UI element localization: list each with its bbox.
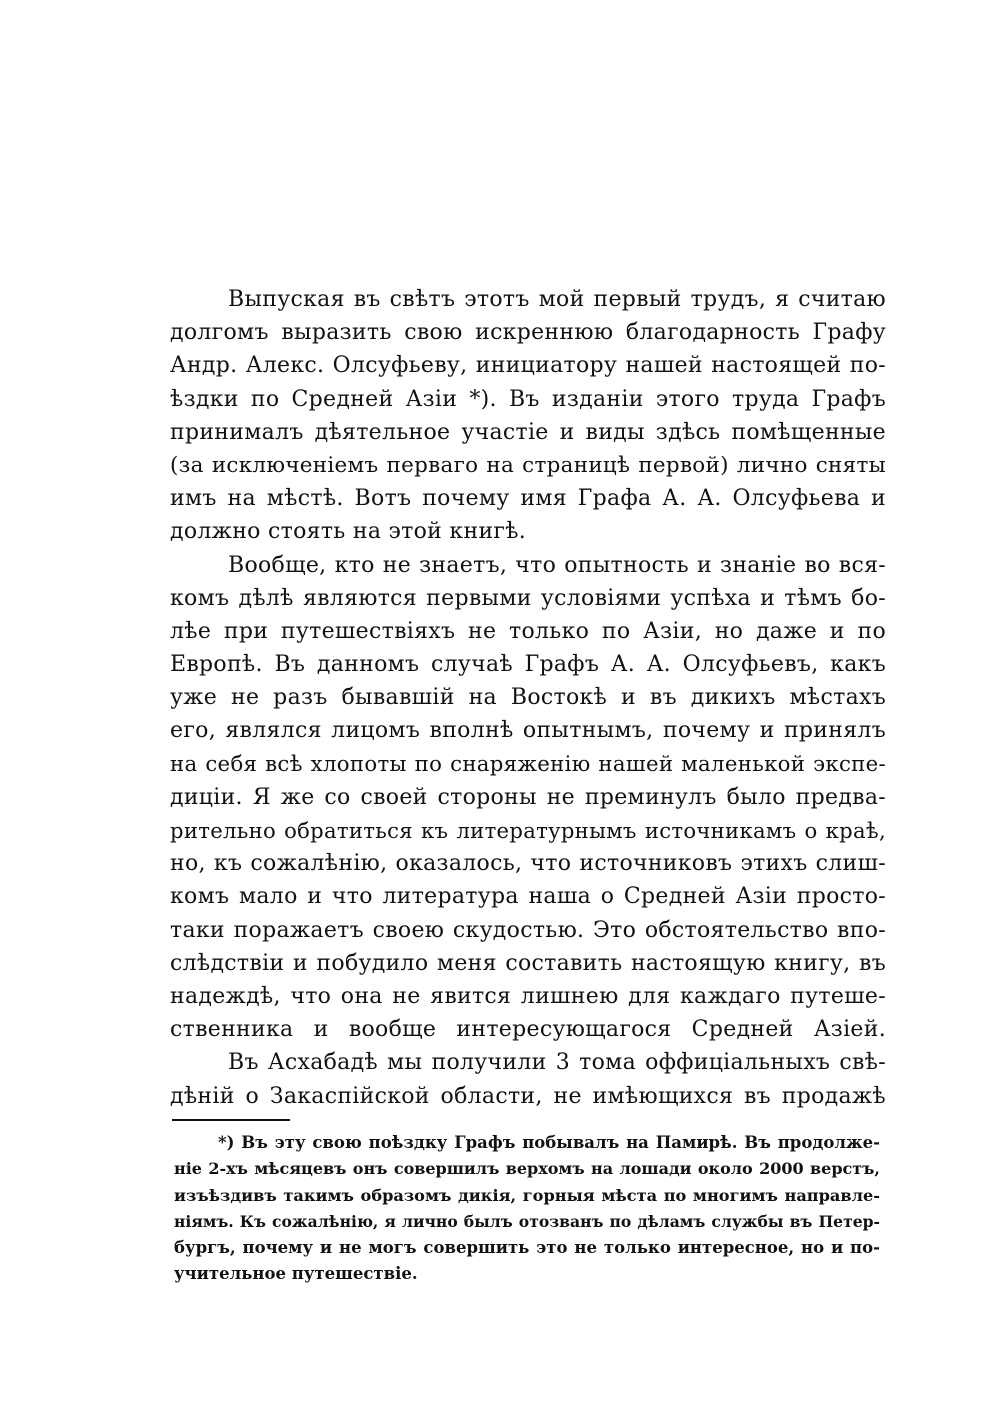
paragraph-1-line-8: должно стоять на этой книгѣ. [170, 519, 527, 545]
footnote-line-6: учительное путешествіе. [174, 1264, 418, 1284]
paragraph-2-line-5: уже не разъ бывавшій на Востокѣ и въ дикихъ мѣстахъ [170, 685, 886, 711]
paragraph-2-line-8: диціи. Я же со своей стороны не преминулъ было предва- [170, 784, 886, 810]
paragraph-2-line-14: надеждѣ, что она не явится лишнею для каждаго путеше- [170, 983, 886, 1009]
main-text [170, 283, 886, 1113]
paragraph-1-line-1: Выпуская въ свѣтъ этотъ мой первый трудъ, я считаю [228, 287, 886, 312]
paragraph-3-line-2: дѣній о Закаспійской области, не имѣющихся въ продажѣ [170, 1083, 886, 1109]
footnote-line-1: *) Въ эту свою поѣздку Графъ побывалъ на Памирѣ. Въ продолже- [218, 1133, 880, 1152]
paragraph-2-line-9: рительно обратиться къ литературнымъ источникамъ о краѣ, [170, 818, 886, 843]
paragraph-2-line-6: его, являлся лицомъ вполнѣ опытнымъ, почему и принялъ [170, 718, 886, 744]
footnote-line-5: бургъ, почему и не могъ совершить это не только интересное, но и по- [174, 1238, 880, 1258]
footnote-line-4: ніямъ. Къ сожалѣнію, я лично былъ отозванъ по дѣламъ службы въ Петер- [174, 1211, 880, 1231]
paragraph-2-line-10: но, къ сожалѣнію, оказалось, что источниковъ этихъ слиш- [170, 851, 886, 877]
paragraph-2-line-2: комъ дѣлѣ являются первыми условіями успѣха и тѣмъ бо- [170, 585, 886, 611]
paragraph-2-line-15: ственника и вообще интересующагося Средней Азіей. [170, 1017, 886, 1043]
paragraph-2-line-1: Вообще, кто не знаетъ, что опытность и знаніе во вся- [228, 552, 886, 578]
paragraph-2-line-4: Европѣ. Въ данномъ случаѣ Графъ А. А. Олсуфьевъ, какъ [170, 652, 886, 678]
paragraph-2-line-13: слѣдствіи и побудило меня составить настоящую книгу, въ [170, 950, 886, 976]
paragraph-2-line-7: на себя всѣ хлопоты по снаряженію нашей маленькой экспе- [170, 751, 886, 777]
paragraph-1-line-4: ѣздки по Средней Азіи *). Въ изданіи этого труда Графъ [170, 386, 886, 412]
paragraph-3-line-1: Въ Асхабадѣ мы получили 3 тома оффиціальныхъ свѣ- [228, 1050, 886, 1076]
footnote-line-2: ніе 2-хъ мѣсяцевъ онъ совершилъ верхомъ на лошади около 2000 верстъ, [174, 1159, 880, 1179]
paragraph-2-line-12: таки поражаетъ своею скудостью. Это обстоятельство впо- [170, 917, 886, 943]
paragraph-1-line-6: (за исключеніемъ перваго на страницѣ первой) лично сняты [170, 452, 886, 478]
footnote-line-3: изъѣздивъ такимъ образомъ дикія, горныя мѣста по многимъ направле- [174, 1185, 880, 1205]
paragraph-2-line-3: лѣе при путешествіяхъ не только по Азіи, но даже и по [170, 618, 886, 644]
paragraph-1-line-5: принималъ дѣятельное участіе и виды здѣсь помѣщенные [170, 419, 886, 445]
paragraph-2-line-11: комъ мало и что литература наша о Средней Азіи просто- [170, 884, 886, 910]
footnote-divider [172, 1119, 290, 1121]
paragraph-1-line-2: долгомъ выразить свою искреннюю благодарность Графу [170, 320, 886, 346]
footnote [174, 1130, 880, 1288]
paragraph-1-line-3: Андр. Алекс. Олсуфьеву, инициатору нашей настоящей по- [170, 353, 886, 379]
paragraph-1-line-7: имъ на мѣстѣ. Вотъ почему имя Графа А. А. Олсуфьева и [170, 486, 886, 512]
